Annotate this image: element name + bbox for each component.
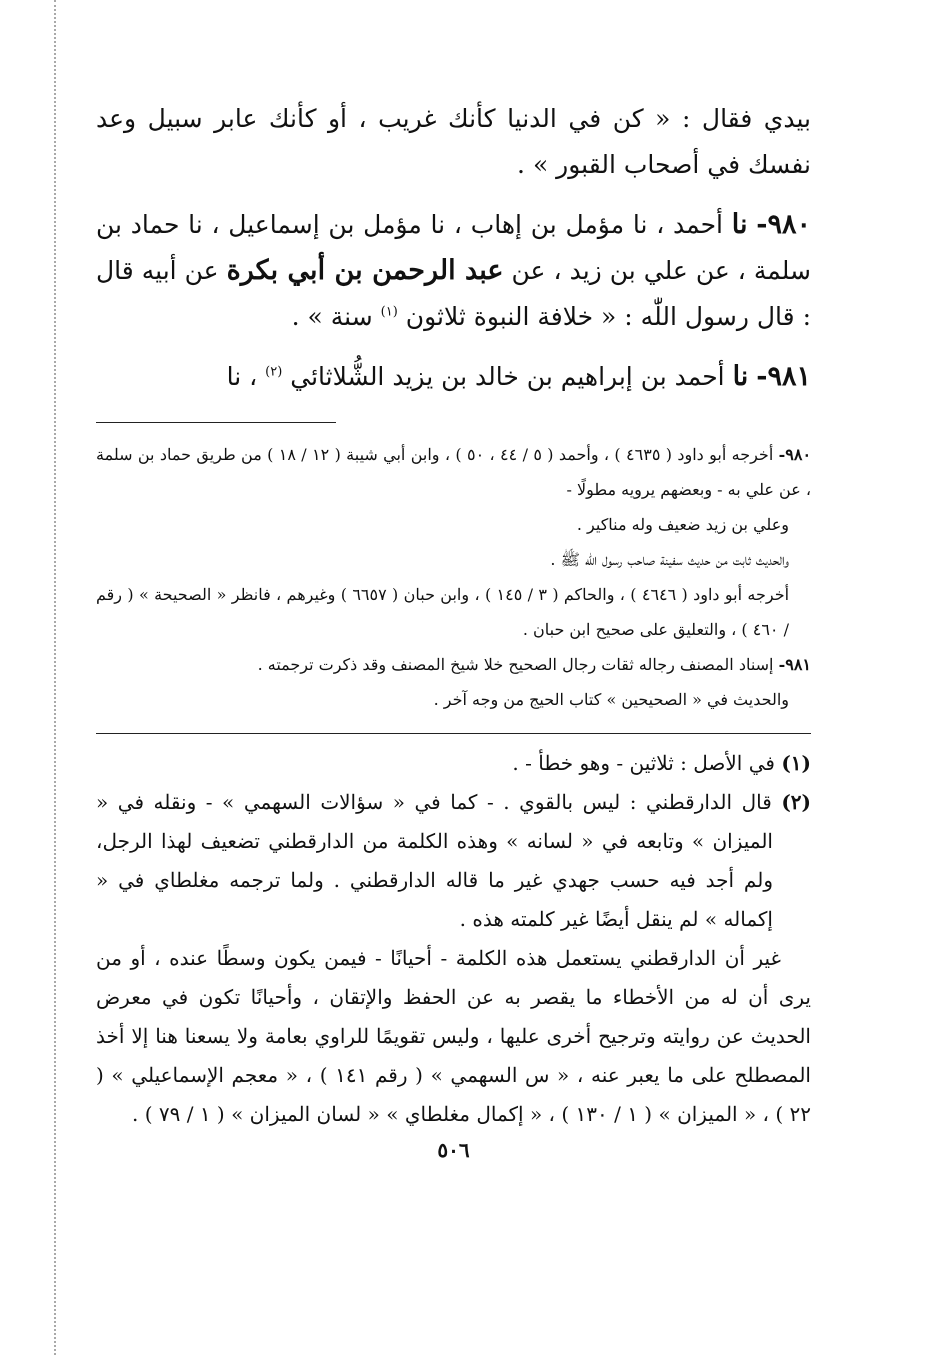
book-page [96, 96, 811, 1162]
takhrij-980-line3: والحديث ثابت من حديث سفينة صاحب رسول اللّٰه ﷺ . [550, 550, 789, 569]
footnote-marker-1: (١) [781, 751, 811, 775]
footnote-2: (٢) قال الدارقطني : ليس بالقوي . - كما في « سؤالات السهمي » - ونقله في « الميزان » وتابعه في « لسانه » وهذه الكلمة من الدارقطني تضعيف لهذا الرجل، ولم أجد فيه حسب جهدي غير ما قاله الدارقطني . ولما ترجمه مغلطاي في « إكماله » لم ينقل أيضًا غير كلمته هذه . [96, 790, 811, 931]
takhrij-981-line2: والحديث في « الصحيحين » كتاب الحيج من وجه آخر . [433, 690, 789, 709]
footnote-1: (١) في الأصل : ثلاثين - وهو خطأ - . [512, 751, 811, 775]
separator-rule-short [96, 422, 336, 423]
binding-fold-line [54, 0, 56, 1355]
takhrij-number-981: ٩٨١- [778, 655, 811, 674]
narration-marker: نا [732, 361, 749, 392]
footnotes-section [96, 744, 811, 1134]
isnad-text: أحمد بن إبراهيم بن خالد بن يزيد الشُّلاثائي [282, 362, 733, 391]
hadith-number-980: ٩٨٠- [756, 209, 811, 240]
isnad-text-end: ، نا [226, 362, 266, 391]
takhrij-section [96, 437, 811, 717]
takhrij-number-980: ٩٨٠- [778, 445, 812, 464]
narrator-name-highlight: عبد الرحمن بن أبي بكرة [226, 255, 504, 286]
narration-marker: نا [731, 209, 748, 240]
paragraph-hadith-979-end: بيدي فقال : « كن في الدنيا كأنك غريب ، أو كأنك عابر سبيل وعد نفسك في أصحاب القبور » . [96, 104, 811, 179]
matn-text-end: سنة » . [291, 302, 381, 331]
footnote-2-continuation: غير أن الدارقطني يستعمل هذه الكلمة - أحيانًا - فيمن يكون وسطًا عنده ، أو من يرى أن له من الأخطاء ما يقصر به عن الحفظ والإتقان ، وأحيانًا تكون في معرض الحديث عن روايته وترجيح أخرى عليها ، وليس تقويمًا للراوي بعامة ولا يسعنا هنا إلا أخذ المصطلح على ما يعبر عنه ، « س السهمي » ( رقم ١٤١ ) ، « معجم الإسماعيلي » ( ٢٢ ) ، « الميزان » ( ١ / ١٣٠ ) ، « إكمال مغلطاي » « لسان الميزان » ( ١ / ٧٩ ) . [96, 946, 811, 1126]
footnote-ref-1[interactable]: (١) [380, 304, 398, 320]
hadith-number-981: ٩٨١- [756, 361, 811, 392]
main-text [96, 96, 811, 400]
footnote-ref-2[interactable]: (٢) [265, 364, 283, 380]
footnote-marker-2: (٢) [781, 790, 811, 814]
takhrij-980-line2: وعلي بن زيد ضعيف وله مناكير . [576, 515, 789, 534]
takhrij-980-line4: أخرجه أبو داود ( ٤٦٤٦ ) ، والحاكم ( ٣ / ١٤٥ ) ، وابن حبان ( ٦٦٥٧ ) وغيرهم ، فانظر « الصحيحة » ( رقم / ٤٦٠ ) ، والتعليق على صحيح ابن حبان . [96, 585, 790, 639]
separator-rule-long [96, 733, 811, 734]
takhrij-981-line1: ٩٨١- إسناد المصنف رجاله ثقات رجال الصحيح خلا شيخ المصنف وقد ذكرت ترجمته . [257, 655, 811, 674]
paragraph-hadith-980 [96, 202, 811, 340]
takhrij-980-line1: ٩٨٠- أخرجه أبو داود ( ٤٦٣٥ ) ، وأحمد ( ٥ / ٤٤ ، ٥٠ ) ، وابن أبي شيبة ( ١٢ / ١٨ ) من طريق حماد بن سلمة ، عن علي به - وبعضهم يرويه مطولًا - [96, 445, 812, 499]
page-number: ٥٠٦ [437, 1138, 470, 1162]
isnad-text: أحمد ، نا مؤمل بن إهاب ، نا مؤمل بن إسماعيل ، نا حماد بن سلمة ، عن علي بن زيد ، عن [96, 210, 811, 285]
paragraph-hadith-981 [96, 354, 811, 400]
matn-text: عن أبيه قال : قال رسول اللّٰه : « خلافة النبوة ثلاثون [96, 256, 811, 331]
